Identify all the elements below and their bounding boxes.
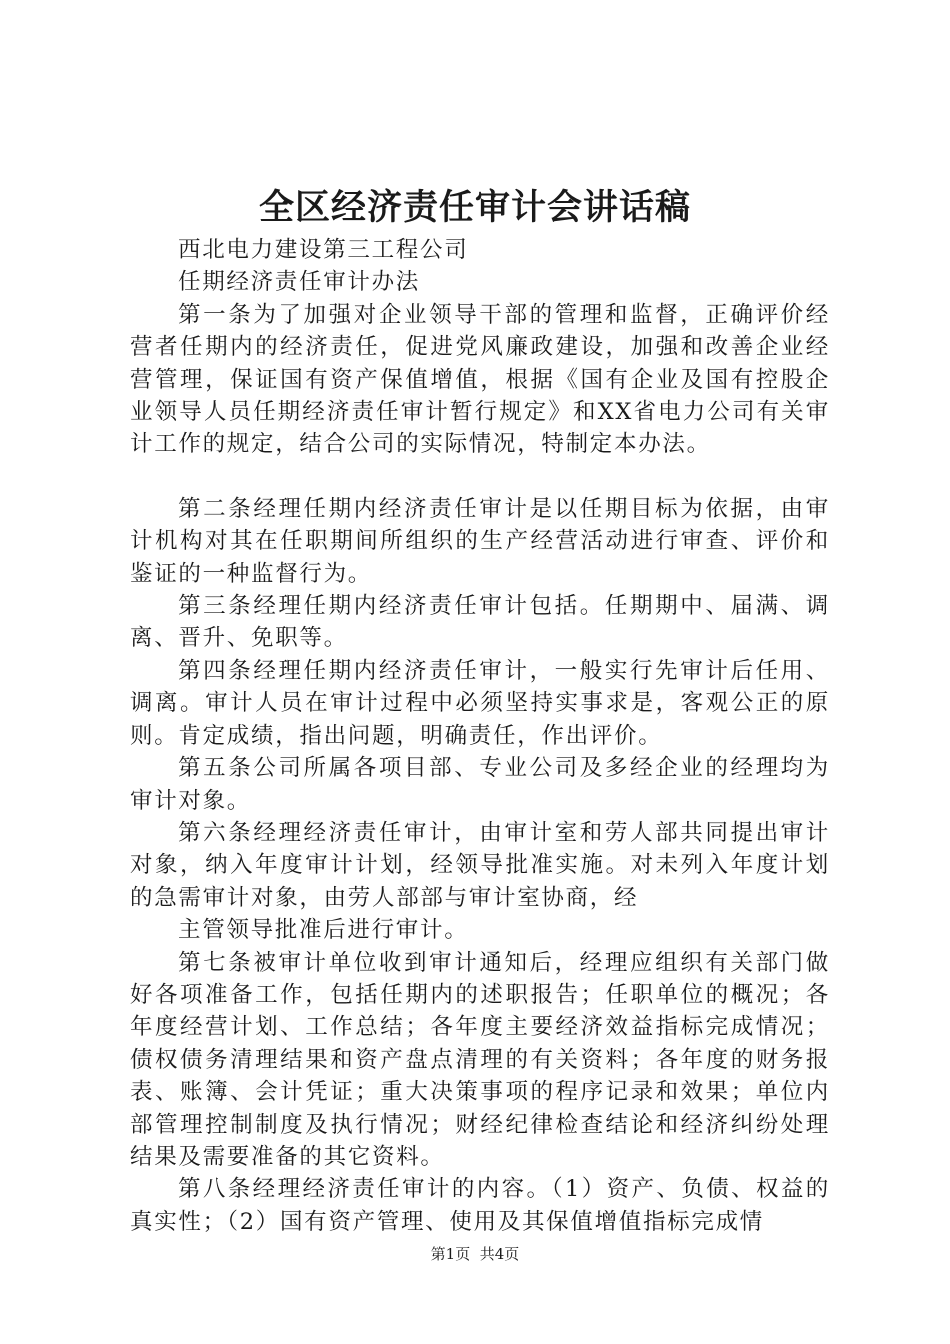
document-body [130,234,830,1238]
paragraph-article-2: 第二条经理任期内经济责任审计是以任期目标为依据，由审计机构对其在任职期间所组织的生产经营活动进行审查、评价和鉴证的一种监督行为。 [130,495,830,587]
paragraph-article-6: 第六条经理经济责任审计，由审计室和劳人部共同提出审计对象，纳入年度审计计划，经领导批准实施。对未列入年度计划的急需审计对象，由劳人部部与审计室协商，经 [130,819,830,911]
page-total: 共4页 [479,1245,520,1263]
page-footer [0,1244,950,1264]
paragraph-article-6-continued: 主管领导批准后进行审计。 [178,917,469,944]
paragraph-measures-title: 任期经济责任审计办法 [178,269,421,296]
document-title: 全区经济责任审计会讲话稿 [258,188,691,228]
paragraph-article-5: 第五条公司所属各项目部、专业公司及多经企业的经理均为审计对象。 [130,755,830,814]
paragraph-company-name: 西北电力建设第三工程公司 [178,237,469,263]
paragraph-article-8: 第八条经理经济责任审计的内容。（1）资产、负债、权益的真实性；（2）国有资产管理、使用及其保值增值指标完成情 [130,1176,830,1235]
page-number: 第1页 [430,1245,471,1263]
paragraph-article-3: 第三条经理任期内经济责任审计包括。任期期中、届满、调离、晋升、免职等。 [130,593,830,652]
paragraph-article-4: 第四条经理任期内经济责任审计，一般实行先审计后任用、调离。审计人员在审计过程中必须坚持实事求是，客观公正的原则。肯定成绩，指出问题，明确责任，作出评价。 [130,657,830,749]
paragraph-article-1: 第一条为了加强对企业领导干部的管理和监督，正确评价经营者任期内的经济责任，促进党风廉政建设，加强和改善企业经营管理，保证国有资产保值增值，根据《国有企业及国有控股企业领导人员任期经济责任审计暂行规定》和XX省电力公司有关审计工作的规定，结合公司的实际情况，特制定本办法。 [130,301,830,458]
paragraph-article-7: 第七条被审计单位收到审计通知后，经理应组织有关部门做好各项准备工作，包括任期内的述职报告；任职单位的概况；各年度经营计划、工作总结；各年度主要经济效益指标完成情况；债权债务清理结果和资产盘点清理的有关资料；各年度的财务报表、账簿、会计凭证；重大决策事项的程序记录和效果；单位内部管理控制制度及执行情况；财经纪律检查结论和经济纠纷处理结果及需要准备的其它资料。 [130,949,830,1170]
